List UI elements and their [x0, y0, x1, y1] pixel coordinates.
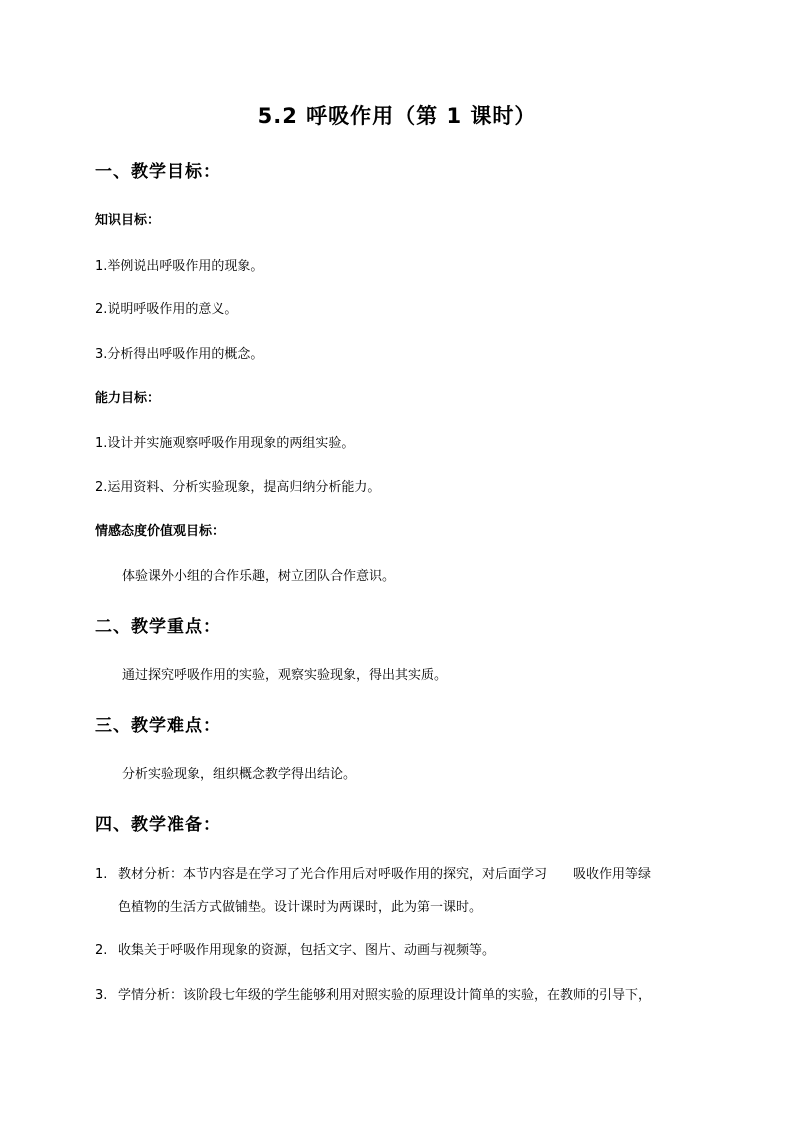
knowledge-goal-item: 1.举例说出呼吸作用的现象。 [95, 259, 264, 274]
subheading-emotion-goals: 情感态度价值观目标： [95, 524, 226, 539]
item-text: 教材分析：本节内容是在学习了光合作用后对呼吸作用的探究，对后面学习 吸收作用等绿 [118, 867, 652, 882]
emotion-goal-text: 体验课外小组的合作乐趣，树立团队合作意识。 [122, 569, 396, 584]
section-heading-key-points: 二、教学重点： [95, 617, 221, 637]
difficulties-text: 分析实验现象，组织概念教学得出结论。 [122, 767, 357, 782]
section-heading-difficulties: 三、教学难点： [95, 716, 221, 736]
ability-goal-item: 1.设计并实施观察呼吸作用现象的两组实验。 [95, 436, 355, 451]
subheading-knowledge-goals: 知识目标： [95, 213, 161, 228]
item-number: 1. [95, 867, 108, 882]
item-number: 3. [95, 988, 108, 1003]
item-number: 2. [95, 943, 108, 958]
key-points-text: 通过探究呼吸作用的实验，观察实验现象，得出其实质。 [122, 668, 448, 683]
document-title: 5.2 呼吸作用（第 1 课时） [257, 104, 537, 128]
item-text: 收集关于呼吸作用现象的资源，包括文字、图片、动画与视频等。 [118, 943, 496, 958]
subheading-ability-goals: 能力目标： [95, 391, 161, 406]
knowledge-goal-item: 2.说明呼吸作用的意义。 [95, 302, 238, 317]
section-heading-goals: 一、教学目标： [95, 162, 221, 182]
item-text-continued: 色植物的生活方式做铺垫。设计课时为两课时，此为第一课时。 [118, 900, 483, 915]
knowledge-goal-item: 3.分析得出呼吸作用的概念。 [95, 347, 264, 362]
ability-goal-item: 2.运用资料、分析实验现象，提高归纳分析能力。 [95, 480, 381, 495]
item-text: 学情分析：该阶段七年级的学生能够利用对照实验的原理设计简单的实验，在教师的引导下， [118, 988, 652, 1003]
section-heading-preparation: 四、教学准备： [95, 815, 221, 835]
